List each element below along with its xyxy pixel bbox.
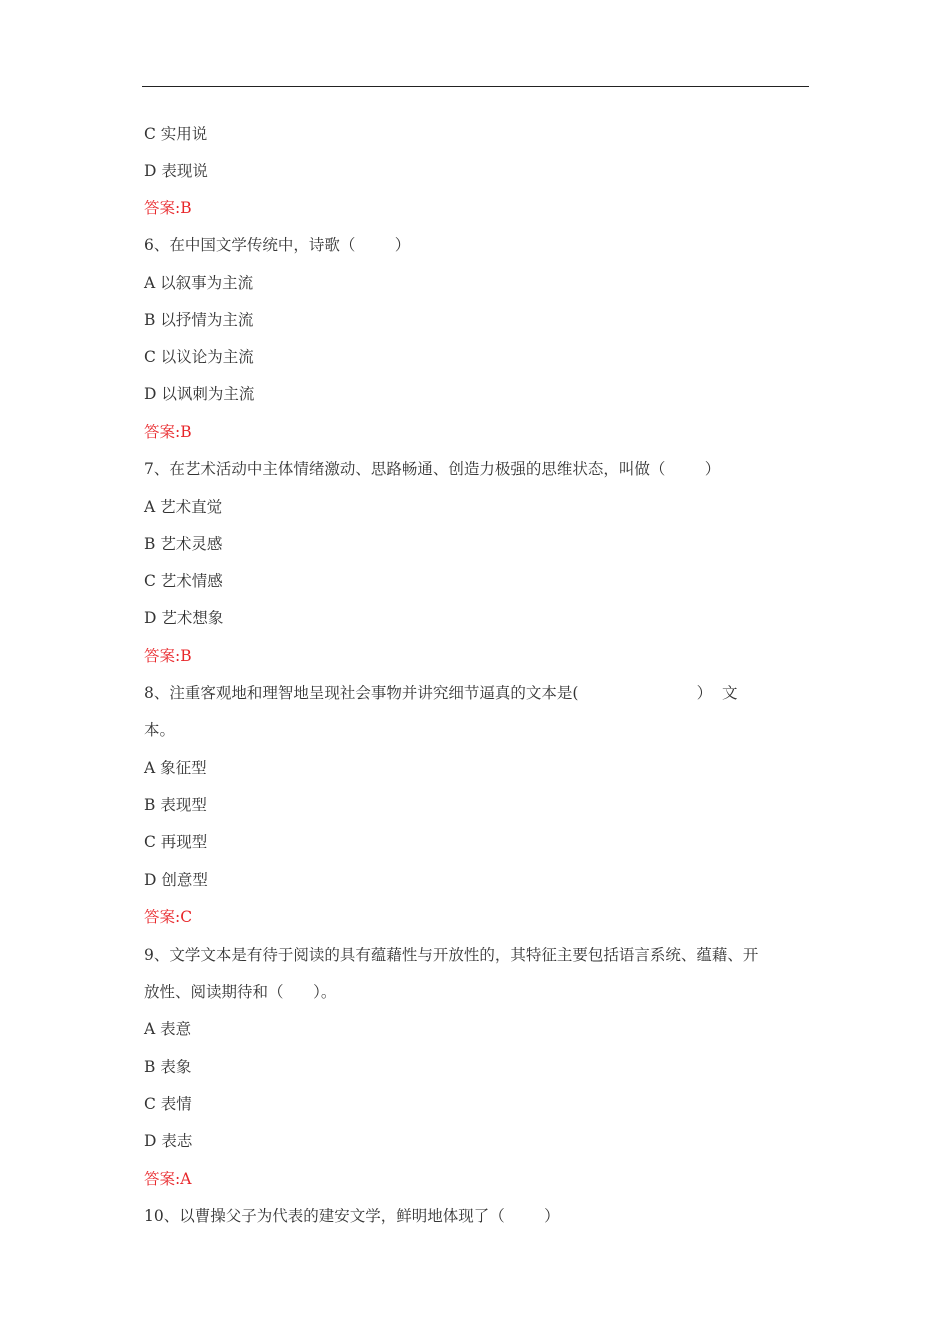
option-c-q5: C 实用说 xyxy=(144,125,208,143)
option-d-q6: D 以讽刺为主流 xyxy=(144,385,255,403)
question-8: 8、注重客观地和理智地呈现社会事物并讲究细节逼真的文本是( ） 文 xyxy=(144,684,738,702)
answer-q5: 答案:B xyxy=(144,199,192,217)
option-c-q8: C 再现型 xyxy=(144,833,208,851)
option-b-q8: B 表现型 xyxy=(144,796,207,814)
question-9: 9、文学文本是有待于阅读的具有蕴藉性与开放性的，其特征主要包括语言系统、蕴藉、开 xyxy=(144,946,759,964)
option-d-q7: D 艺术想象 xyxy=(144,609,224,627)
answer-q7: 答案:B xyxy=(144,647,192,665)
question-9-continued: 放性、阅读期待和（ ）。 xyxy=(144,983,337,1001)
option-a-q7: A 艺术直觉 xyxy=(144,498,223,516)
option-c-q7: C 艺术情感 xyxy=(144,572,223,590)
question-6: 6、在中国文学传统中，诗歌（ ） xyxy=(144,236,411,254)
option-a-q8: A 象征型 xyxy=(144,759,207,777)
option-d-q9: D 表志 xyxy=(144,1132,193,1150)
option-b-q6: B 以抒情为主流 xyxy=(144,311,254,329)
question-8-continued: 本。 xyxy=(144,721,176,739)
option-c-q9: C 表情 xyxy=(144,1095,192,1113)
option-b-q7: B 艺术灵感 xyxy=(144,535,223,553)
option-d-q8: D 创意型 xyxy=(144,871,208,889)
option-c-q6: C 以议论为主流 xyxy=(144,348,254,366)
header-rule xyxy=(142,86,809,87)
option-a-q9: A 表意 xyxy=(144,1020,192,1038)
question-7: 7、在艺术活动中主体情绪激动、思路畅通、创造力极强的思维状态，叫做（ ） xyxy=(144,460,721,478)
option-d-q5: D 表现说 xyxy=(144,162,208,180)
answer-q9: 答案:A xyxy=(144,1170,192,1188)
answer-q6: 答案:B xyxy=(144,423,192,441)
question-10: 10、以曹操父子为代表的建安文学，鲜明地体现了（ ） xyxy=(144,1207,560,1225)
answer-q8: 答案:C xyxy=(144,908,193,926)
option-a-q6: A 以叙事为主流 xyxy=(144,274,254,292)
option-b-q9: B 表象 xyxy=(144,1058,192,1076)
